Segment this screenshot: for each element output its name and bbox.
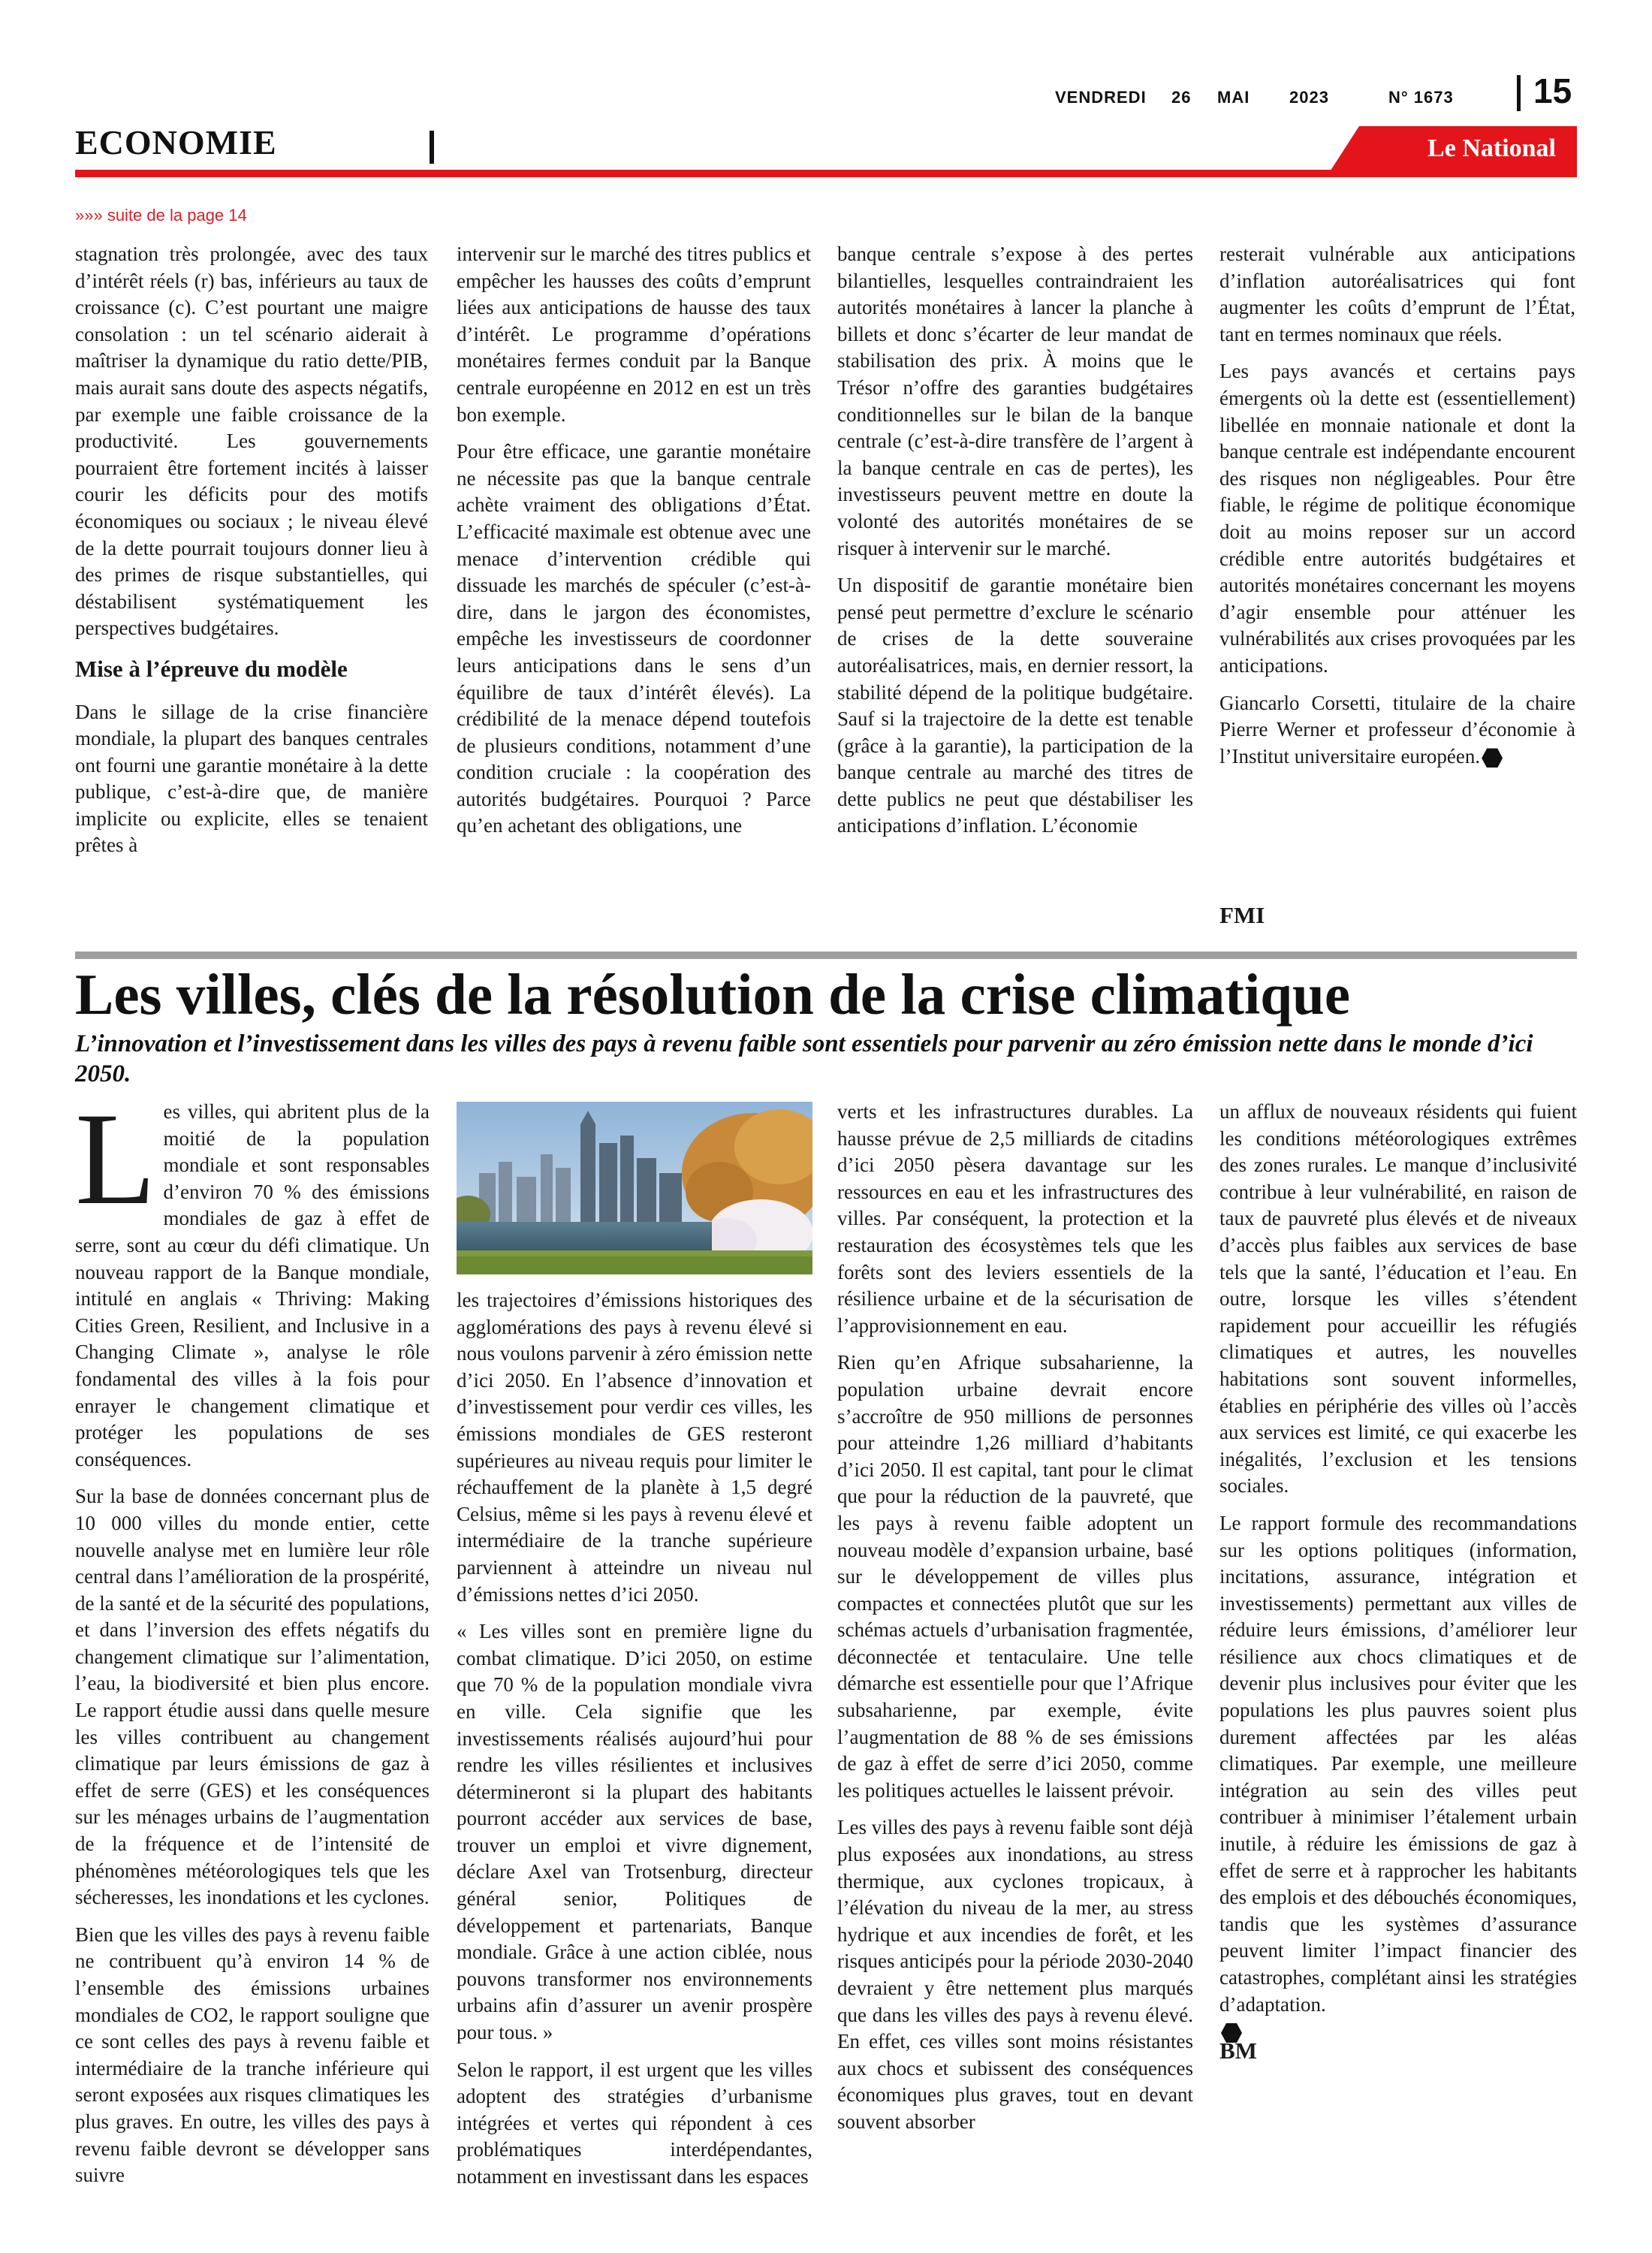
article2-column-3 — [837, 1099, 1193, 2180]
page-number-divider — [1517, 75, 1521, 111]
continued-from-label: »»» suite de la page 14 — [75, 206, 247, 225]
article2-column-2 — [457, 1287, 812, 2188]
paragraph: « Les villes sont en première ligne du combat climatique. D’ici 2050, on estime que 70 % de la population mondiale vivra en ville. Cela signifie que les investissements réalisés aujourd’hui pour rendre les villes résilientes et inclusives détermineront si la plupart des habitants pourront accéder aux services de base, trouver un emploi et vivre dignement, déclare Axel van Trotsenburg, directeur général senior, Politiques de développement et partenariats, Banque mondiale. Grâce à une action ciblée, nous pouvons transformer nos environnements urbains afin d’assurer un avenir prospère pour tous. » — [457, 1620, 812, 2044]
article1-column-2 — [457, 241, 811, 932]
article1-column-1 — [75, 241, 428, 932]
paragraph: Sur la base de données concernant plus de 10 000 villes du monde entier, cette nouvelle analyse met en lumière leur rôle central dans l’amélioration de la prospérité, de la santé et de la sécurité des populations, et dans l’inversion des effets négatifs du changement climatique sur l’alimentation, l’eau, la biodiversité et bien plus encore. Le rapport étudie aussi dans quelle mesure les villes contribuent au changement climatique par leurs émissions de gaz à effet de serre (GES) et les conséquences sur les ménages urbains de l’augmentation de la fréquence et de l’intensité de phénomènes météorologiques tels que les sécheresses, les inondations et les cyclones. — [75, 1485, 430, 1909]
paragraph: verts et les infrastructures durables. La hausse prévue de 2,5 milliards de citadins d’ici 2050 pèsera davantage sur les ressources en eau et les infrastructures des villes. Par conséquent, la protection et la restauration des écosystèmes tels que les forêts sont des leviers essentiels de la résilience urbaine et de la sécurisation de l’approvisionnement en eau. — [837, 1100, 1193, 1337]
city-skyline-illustration — [457, 1102, 812, 1274]
article-separator — [75, 952, 1577, 959]
paragraph: Selon le rapport, il est urgent que les villes adoptent des stratégies d’urbanisme intégrées et vertes qui répondent à ces problématiques interdépendantes, notamment en investissant dans les espaces — [457, 2058, 812, 2188]
article2-column-4 — [1219, 1099, 1577, 2016]
paragraph: banque centrale s’expose à des pertes bilantielles, lesquelles contraindraient les autorités monétaires à lancer la planche à billets et donc s’écarter de leur mandat de stabilisation des prix. À moins que le Trésor n’offre des garanties budgétaires conditionnelles sur le bilan de la banque centrale (c’est-à-dire transfère de l’argent à la banque centrale en cas de pertes), les investisseurs peuvent mettre en doute la volonté des autorités monétaires de se risquer à intervenir sur le marché. — [837, 243, 1193, 559]
paragraph: Dans le sillage de la crise financière mondiale, la plupart des banques centrales ont fourni une garantie monétaire à la dette publique, c’est-à-dire que, de manière implicite ou explicite, elles se tenaient prêtes à — [75, 700, 428, 857]
paragraph: Les villes des pays à revenu faible sont déjà plus exposées aux inondations, au stress thermique, aux cyclones tropicaux, à l’élévation du niveau de la mer, au stress hydrique et aux incendies de forêt, et les risques anticipés pour la période 2030-2040 devraient y être nettement plus marqués que dans les villes des pays à revenu élevé. En effet, ces villes sont moins résistantes aux chocs et subissent des conséquences économiques plus graves, tout en devant souvent absorber — [837, 1816, 1193, 2133]
article2-lede: L’innovation et l’investissement dans les villes des pays à revenu faible sont essentiels pour parvenir au zéro émission nette dans le monde d’ici 2050. — [75, 1030, 1533, 1087]
paragraph: resterait vulnérable aux anticipations d’inflation autoréalisatrices qui font augmenter les coûts d’emprunt de l’État, tant en termes nominaux que réels. — [1219, 243, 1575, 345]
subheading: Mise à l’épreuve du modèle — [75, 655, 348, 682]
paragraph: Rien qu’en Afrique subsaharienne, la population urbaine devrait encore s’accroître de 950 millions de personnes pour atteindre 1,26 milliard d’habitants d’ici 2050. Il est capital, tant pour le climat que pour la réduction de la pauvreté, que les pays à revenu faible adoptent un nouveau modèle d’expansion urbaine, basé sur le développement de villes plus compactes et connectées plutôt que sur les schémas actuels d’urbanisation fragmentée, déconnectée et tentaculaire. Une telle démarche est essentielle pour que l’Afrique subsaharienne, par exemple, évite l’augmentation de 88 % de ses émissions de gaz à effet de serre d’ici 2050, comme les politiques actuelles le laissent prévoir. — [837, 1351, 1193, 1802]
issue-year: 2023 — [1289, 88, 1329, 107]
paragraph: Bien que les villes des pays à revenu faible ne contribuent qu’à environ 14 % de l’ensemble des émissions urbaines mondiales de CO2, le rapport souligne que ce sont celles des pays à revenu faible et intermédiaire de la tranche inférieure qui seront exposées aux risques climatiques les plus graves. En outre, les villes des pays à revenu faible devront se développer sans suivre — [75, 1923, 430, 2187]
drop-cap: L — [75, 1086, 156, 1232]
issue-day: VENDREDI — [1055, 88, 1147, 107]
paragraph: un afflux de nouveaux résidents qui fuient les conditions météorologiques extrêmes des zones rurales. Le manque d’inclusivité contribue à leur vulnérabilité, en raison de taux de pauvreté plus élevés et de niveaux d’accès plus faibles aux services de base tels que la santé, l’éducation et l’eau. En outre, lorsque les villes s’étendent rapidement pour accueillir les réfugiés climatiques et autres, les nouvelles habitations sont souvent informelles, établies en périphérie des villes où l’accès aux services est limité, ce qui exacerbe les inégalités, l’exclusion et les tensions sociales. — [1219, 1100, 1577, 1497]
article1-column-4 — [1219, 241, 1575, 932]
paragraph: Pour être efficace, une garantie monétaire ne nécessite pas que la banque centrale achète vraiment des obligations d’État. L’efficacité maximale est obtenue avec une menace d’intervention crédible qui dissuade les marchés de spéculer (c’est-à-dire, dans le jargon des économistes, empêche les investisseurs de coordonner leurs anticipations dans le sens d’un équilibre de taux d’intérêt élevés). La crédibilité de la menace dépend toutefois de plusieurs conditions, notamment d’une condition cruciale : la coopération des autorités budgétaires. Pourquoi ? Parce qu’en achetant des obligations, une — [457, 440, 811, 837]
city-skyline-photo — [457, 1102, 812, 1274]
paragraph: les trajectoires d’émissions historiques des agglomérations des pays à revenu élevé si nous voulons parvenir à zéro émission nette d’ici 2050. En l’absence d’innovation et d’investissement pour verdir ces villes, les émissions mondiales de GES resteront supérieures au niveau requis pour limiter le réchauffement de la planète à 1,5 degré Celsius, même si les pays à revenu élevé et intermédiaire de la tranche supérieure parviennent à atteindre un niveau nul d’émissions nettes d’ici 2050. — [457, 1289, 812, 1606]
paragraph: Un dispositif de garantie monétaire bien pensé peut permettre d’exclure le scénario de crises de la dette souveraine autoréalisatrices, mais, en dernier ressort, la stabilité dépend de la politique budgétaire. Sauf si la trajectoire de la dette est tenable (grâce à la garantie), la participation de la banque centrale au marché des titres de dette publics ne peut que déstabiliser les anticipations d’inflation. L’économie — [837, 574, 1193, 837]
article1-column-3 — [837, 241, 1193, 932]
first-paragraph-text: es villes, qui abritent plus de la moitié de la population mondiale et sont responsables d’environ 70 % des émissions mondiales de gaz à effet de serre, sont au cœur du défi climatique. Un nouveau rapport de la Banque mondiale, intitulé en anglais « Thriving: Making Cities Green, Resilient, and Inclusive in a Changing Climate », analyse le rôle fondamental des villes à la fois pour enrayer le changement climatique et protéger les populations de ses conséquences. — [75, 1100, 430, 1470]
author-note-text: Giancarlo Corsetti, titulaire de la chaire Pierre Werner et professeur d’économie à l’Institut universitaire européen. — [1219, 691, 1575, 768]
paragraph: intervenir sur le marché des titres publics et empêcher les hausses des coûts d’emprunt liées aux anticipations de hausse des taux d’intérêt. Le programme d’opérations monétaires fermes conduit par la Banque centrale européenne en 2012 en est un très bon exemple. — [457, 243, 811, 426]
issue-month: MAI — [1217, 88, 1250, 107]
article2-title: Les villes, clés de la résolution de la crise climatique — [75, 962, 1351, 1027]
paragraph — [75, 1086, 430, 1473]
article2-signature: BM — [1219, 2037, 1257, 2064]
paragraph: Les pays avancés et certains pays émergents où la dette est (essentiellement) libellée en monnaie nationale et dont la banque centrale est indépendante encourent des risques non négligeables. Pour être fiable, le régime de politique économique doit au moins reposer sur un accord crédible entre autorités budgétaires et autorités monétaires concernant les moyens d’agir ensemble pour atténuer les vulnérabilités aux crises provoquées par les anticipations. — [1219, 360, 1575, 677]
article2-column-1 — [75, 1086, 430, 2187]
page-number: 15 — [1533, 71, 1572, 110]
issue-number: N° 1673 — [1388, 88, 1454, 107]
issue-date-day: 26 — [1171, 88, 1192, 107]
section-divider — [430, 131, 434, 164]
paragraph — [1219, 1510, 1577, 2045]
section-title: ECONOMIE — [75, 123, 277, 161]
paragraph-text: Le rapport formule des recommandations sur les options politiques (information, incitations, assurance, intégration et investissements) permettant aux villes de réduire leurs émissions, d’améliorer leur résilience aux chocs climatiques et de devenir plus inclusives pour éviter que les populations les plus pauvres soient plus durement affectées par les aléas climatiques. Par exemple, une meilleure intégration au sein des villes peut contribuer à minimiser l’étalement urbain inutile, à réduire les émissions de gaz à effet de serre et à rapprocher les habitants des emplois et des débouchés économiques, tandis que les systèmes d’assurance peuvent limiter l’impact financier des catastrophes, complétant ainsi les stratégies d’adaptation. — [1219, 1511, 1577, 2016]
author-note — [1219, 690, 1575, 771]
publication-name: Le National — [1427, 134, 1556, 162]
article1-signature: FMI — [1219, 902, 1265, 928]
paragraph: stagnation très prolongée, avec des taux d’intérêt réels (r) bas, inférieurs au taux de croissance (c). C’est pourtant une maigre consolation : un tel scénario aiderait à maîtriser la dynamique du ratio dette/PIB, mais aurait sans doute des aspects négatifs, par exemple une faible croissance de la productivité. Les gouvernements pourraient être fortement incités à laisser courir les déficits pour des motifs économiques ou sociaux ; le niveau élevé de la dette pourrait toujours donner lieu à des primes de risque substantielles, qui déstabilisent systématiquement les perspectives budgétaires. — [75, 243, 428, 640]
end-mark-icon — [1482, 748, 1503, 768]
